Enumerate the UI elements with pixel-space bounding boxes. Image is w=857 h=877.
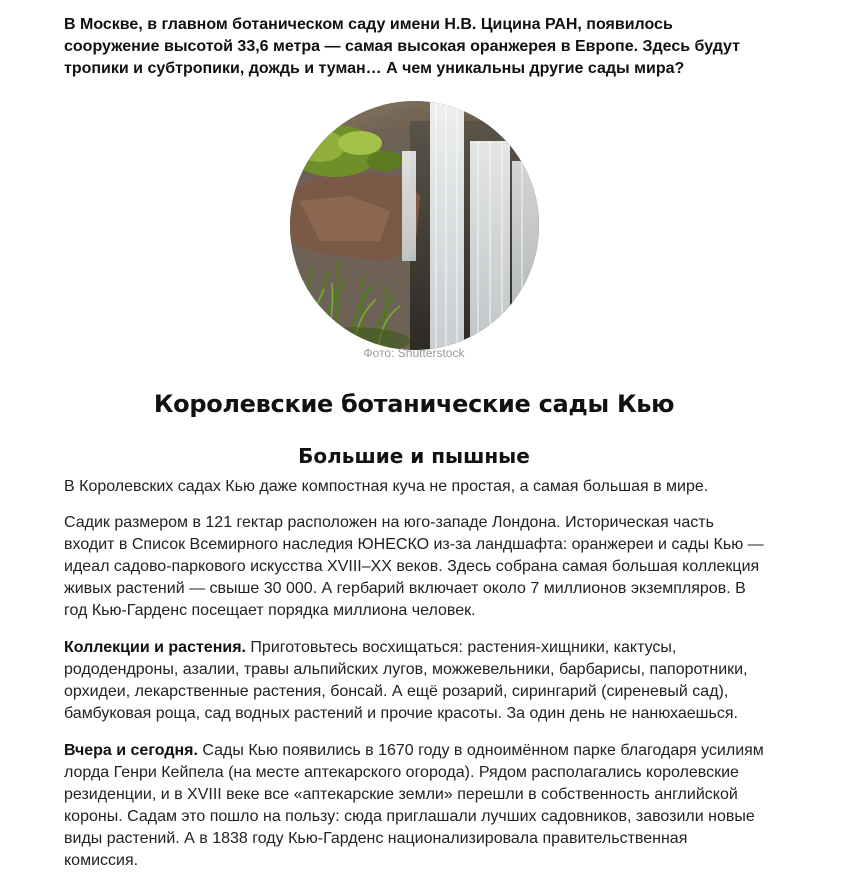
paragraph-text: Садик размером в 121 гектар расположен на юго-западе Лондона. Историческая часть входит в Список Всемирного наследия ЮНЕСКО из-за ландшафта: оранжереи и сады Кью — идеал садово-паркового искусства XVIII–XX веков. Здесь собрана самая большая коллекция живых растений — свыше 30 000. А гербарий включает около 7 миллионов экземпляров. В год Кью-Гарденс посещает порядка миллиона человек. <box>64 514 764 619</box>
paragraph-history <box>64 740 764 872</box>
waterfall-photo <box>290 101 539 350</box>
paragraph-about <box>64 512 764 622</box>
article-lead: В Москве, в главном ботаническом саду имени Н.В. Цицина РАН, появилось сооружение высотой 33,6 метра — самая высокая оранжерея в Европе. Здесь будут тропики и субтропики, дождь и туман… А чем уникальны другие сады мира? <box>64 16 740 77</box>
article-subtitle: Большие и пышные <box>298 444 530 468</box>
article-title: Королевские ботанические сады Кью <box>153 390 675 418</box>
paragraph-text: Сады Кью появились в 1670 году в одноимённом парке благодаря усилиям лорда Генри Кейпела (на месте аптекарского огорода). Рядом располагались королевские резиденции, и в XVIII веке все «аптекарские земли» перешли в собственность английской короны. Садам это пошло на пользу: сюда приглашали лучших садовников, завозили новые виды растений. А в 1838 году Кью-Гарденс национализировала правительственная комиссия. <box>64 742 764 869</box>
paragraph-collections <box>64 637 764 725</box>
photo-caption: Фото: Shutterstock <box>363 346 465 360</box>
paragraph-text: В Королевских садах Кью даже компостная куча не простая, а самая большая в мире. <box>64 478 709 495</box>
paragraph-heading: Коллекции и растения. <box>64 639 246 656</box>
paragraph-text: Приготовьтесь восхищаться: растения-хищники, кактусы, рододендроны, азалии, травы альпийских лугов, можжевельники, барбарисы, папоротники, орхидеи, лекарственные растения, бонсай. А ещё розарий, сирингарий (сиреневый сад), бамбуковая роща, сад водных растений и прочие красоты. За один день не нанюхаешься. <box>64 639 748 722</box>
paragraph-heading: Вчера и сегодня. <box>64 742 198 759</box>
paragraph-compost <box>64 476 764 498</box>
